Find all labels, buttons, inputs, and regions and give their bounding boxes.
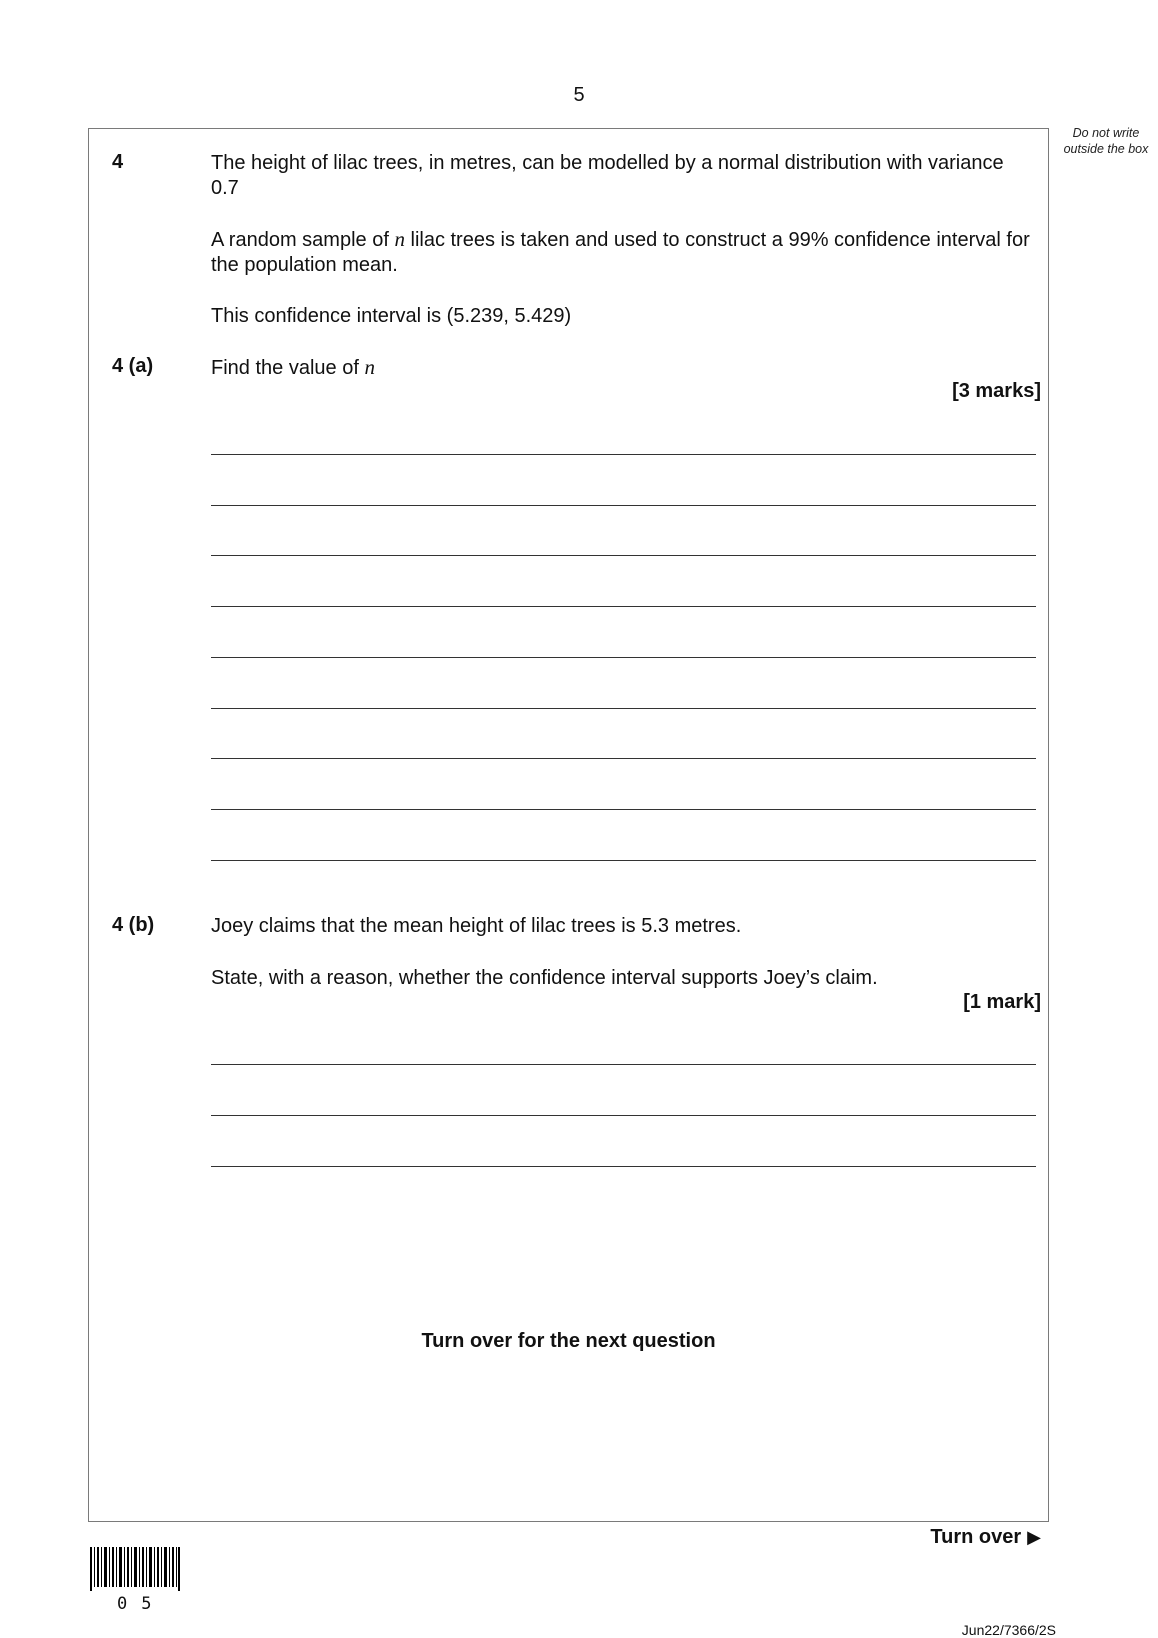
answer-line[interactable] — [211, 657, 1036, 658]
barcode-digits: 05 — [117, 1594, 166, 1614]
answer-line[interactable] — [211, 505, 1036, 506]
part-a-marks: [3 marks] — [952, 380, 1041, 402]
answer-line[interactable] — [211, 555, 1036, 556]
answer-line[interactable] — [211, 1166, 1036, 1167]
answer-line[interactable] — [211, 809, 1036, 810]
part-b-text-2: State, with a reason, whether the confidence interval supports Joey’s claim. — [211, 967, 878, 989]
part-b-marks: [1 mark] — [963, 991, 1041, 1013]
answer-line[interactable] — [211, 758, 1036, 759]
barcode-icon — [89, 1547, 189, 1592]
page-number: 5 — [573, 84, 585, 106]
answer-line[interactable] — [211, 1115, 1036, 1116]
question-stem-2: A random sample of n lilac trees is taken and used to construct a 99% confidence interval for the population mean. — [211, 227, 1030, 276]
question-stem-1: The height of lilac trees, in metres, can be modelled by a normal distribution with variance 0.7 — [211, 152, 1004, 199]
turn-over-label: Turn over ▶ — [930, 1526, 1041, 1548]
answer-line[interactable] — [211, 454, 1036, 455]
part-b-text-1: Joey claims that the mean height of lilac trees is 5.3 metres. — [211, 915, 742, 937]
answer-line[interactable] — [211, 860, 1036, 861]
variable-n: n — [364, 355, 375, 379]
margin-note: Do not write outside the box — [1063, 126, 1149, 156]
question-number: 4 — [112, 151, 124, 173]
answer-line[interactable] — [211, 708, 1036, 709]
part-b-label: 4 (b) — [112, 914, 155, 936]
next-question-note: Turn over for the next question — [421, 1330, 716, 1352]
right-triangle-icon: ▶ — [1027, 1527, 1041, 1547]
answer-box — [88, 128, 1049, 1522]
answer-line[interactable] — [211, 606, 1036, 607]
part-a-text: Find the value of n — [211, 355, 375, 379]
variable-n: n — [394, 227, 405, 251]
question-stem-3: This confidence interval is (5.239, 5.429) — [211, 305, 572, 327]
document-code: Jun22/7366/2S — [961, 1622, 1056, 1638]
part-a-label: 4 (a) — [112, 355, 154, 377]
answer-line[interactable] — [211, 1064, 1036, 1065]
